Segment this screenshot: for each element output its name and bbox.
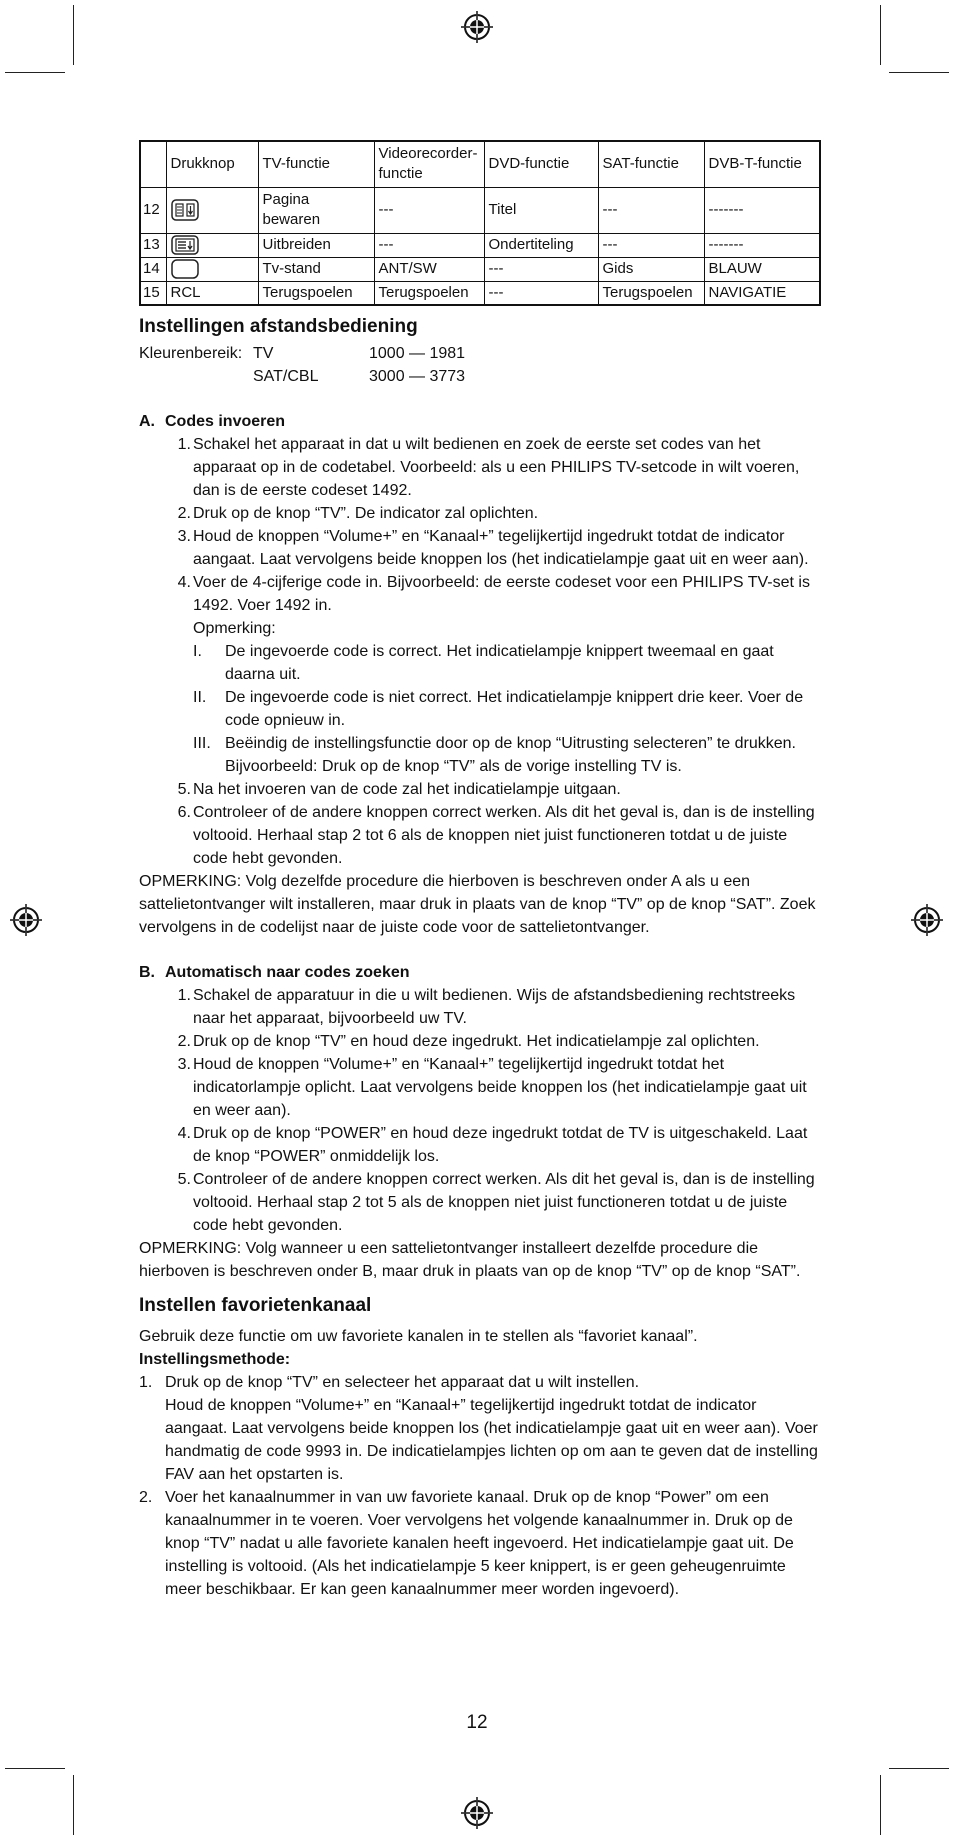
sat-function: --- bbox=[598, 233, 704, 257]
tv-function: Terugspoelen bbox=[258, 281, 374, 305]
dvd-function: Ondertiteling bbox=[484, 233, 598, 257]
crop-mark bbox=[73, 1775, 74, 1835]
step-text: Houd de knoppen “Volume+” en “Kanaal+” tegelijkertijd ingedrukt totdat de indicator aangaat. Laat vervolgens beide knoppen los (het indicatielampje gaat uit en weer aan). Voer handmatig de code 9993 in. De indicatielampjes lichten op om aan te geven dat de instelling FAV aan het opstarten is. bbox=[165, 1397, 818, 1483]
vcr-function: ANT/SW bbox=[374, 257, 484, 281]
section-a-remark: OPMERKING: Volg dezelfde procedure die hierboven is beschreven onder A als u een sattelietontvanger wilt installeren, maar druk in plaats van de knop “TV” op de knop “SAT”. Zoek vervolgens in de codelijst naar de juiste code voor de sattelietontvanger. bbox=[139, 873, 816, 936]
range-label: Kleurenbereik: bbox=[139, 345, 243, 362]
range-codes: 3000 — 3773 bbox=[369, 368, 466, 385]
list-item: 1. Schakel de apparatuur in die u wilt bedienen. Wijs de afstandsbediening rechtstreeks naar het apparaat, bijvoorbeeld uw TV. bbox=[177, 987, 796, 1027]
table-header bbox=[140, 141, 166, 187]
dvbt-function: ------- bbox=[704, 233, 820, 257]
crop-mark bbox=[889, 72, 949, 73]
note-list bbox=[193, 640, 819, 778]
range-codes: 1000 — 1981 bbox=[369, 345, 466, 362]
list-item: 2. Druk op de knop “TV”. De indicator zal oplichten. bbox=[177, 505, 539, 522]
section-a bbox=[139, 410, 819, 939]
crop-mark bbox=[880, 1775, 881, 1835]
page-hold-icon bbox=[171, 199, 199, 221]
table-row bbox=[140, 257, 820, 281]
favorites-heading: Instellen favorietenkanaal bbox=[139, 1295, 372, 1316]
vcr-function: --- bbox=[374, 233, 484, 257]
list-item: III. Beëindig de instellingsfunctie door op de knop “Uitrusting selecteren” te drukken. Bijvoorbeeld: Druk op de knop “TV” als de vorige instelling TV is. bbox=[193, 735, 796, 775]
settings-heading: Instellingen afstandsbediening bbox=[139, 316, 418, 337]
list-item: 6. Controleer of de andere knoppen correct werken. Als dit het geval is, dan is de instelling voltooid. Herhaal stap 2 tot 6 als de knoppen niet juist functioneren totdat u de juiste code hebt gevonden. bbox=[177, 804, 815, 867]
dvd-function: Titel bbox=[484, 187, 598, 233]
list-item: 2. Voer het kanaalnummer in van uw favoriete kanaal. Druk op de knop “Power” om een kanaalnummer in te voeren. Voer vervolgens het volgende kanaalnummer in. Druk op de knop “TV” nadat u alle favoriete kanalen heeft ingevoerd. Het indicatielampje gaat uit. De instelling is voltooid. (Als het indicatielampje 5 keer knippert, is er geen geheugenruimte meer beschikbaar. Er kan geen kanaalnummer meer worden ingevoerd). bbox=[139, 1486, 819, 1601]
section-a-title: A. Codes invoeren bbox=[139, 413, 286, 430]
sat-function: --- bbox=[598, 187, 704, 233]
tv-mode-icon bbox=[171, 259, 199, 279]
button-label: RCL bbox=[170, 283, 201, 301]
dvbt-function: BLAUW bbox=[704, 257, 820, 281]
table-header: TV-functie bbox=[258, 141, 374, 187]
table-row bbox=[140, 233, 820, 257]
row-number: 13 bbox=[140, 233, 166, 257]
dvd-function: --- bbox=[484, 257, 598, 281]
tv-function: Uitbreiden bbox=[258, 233, 374, 257]
table-header: Drukknop bbox=[166, 141, 258, 187]
crop-mark bbox=[880, 5, 881, 65]
expand-icon bbox=[171, 235, 199, 255]
sat-function: Gids bbox=[598, 257, 704, 281]
button-cell bbox=[166, 233, 258, 257]
step-text: Druk op de knop “TV” en selecteer het apparaat dat u wilt instellen. bbox=[165, 1374, 640, 1391]
vcr-function: --- bbox=[374, 187, 484, 233]
section-b-remark: OPMERKING: Volg wanneer u een sattelietontvanger installeert dezelfde procedure die hierboven is beschreven onder B, maar druk in plaats van op de knop “TV” op de knop “SAT”. bbox=[139, 1240, 801, 1280]
step-text: Voer de 4-cijferige code in. Bijvoorbeeld: de eerste codeset voor een PHILIPS TV-set is 1492. Voer 1492 in. bbox=[193, 574, 810, 614]
favorites-section bbox=[139, 1293, 819, 1601]
button-cell bbox=[166, 257, 258, 281]
dvbt-function: ------- bbox=[704, 187, 820, 233]
registration-mark-icon bbox=[911, 904, 943, 936]
dvbt-function: NAVIGATIE bbox=[704, 281, 820, 305]
list-item: II. De ingevoerde code is niet correct. Het indicatielampje knippert drie keer. Voer de code opnieuw in. bbox=[193, 689, 804, 729]
row-number: 14 bbox=[140, 257, 166, 281]
table-header: SAT-functie bbox=[598, 141, 704, 187]
list-item: 5. Controleer of de andere knoppen correct werken. Als dit het geval is, dan is de instelling voltooid. Herhaal stap 2 tot 5 als de knoppen niet juist functioneren totdat u de juiste code hebt gevonden. bbox=[177, 1171, 815, 1234]
section-a-steps bbox=[139, 433, 819, 870]
step-text: Voer het kanaalnummer in van uw favoriete kanaal. Druk op de knop “Power” om een kanaalnummer in te voeren. Voer vervolgens het volgende kanaalnummer in. Druk op de knop “TV” nadat u alle favoriete kanalen heeft ingevoerd. Het indicatielampje gaat uit. De instelling is voltooid. (Als het indicatielampje 5 keer knippert, is er geen geheugenruimte meer beschikbaar. Er kan geen kanaalnummer meer worden ingevoerd). bbox=[165, 1489, 794, 1598]
button-cell bbox=[166, 281, 258, 305]
tv-function: Tv-stand bbox=[258, 257, 374, 281]
row-number: 15 bbox=[140, 281, 166, 305]
code-range-block bbox=[139, 342, 819, 388]
function-table bbox=[139, 140, 821, 306]
registration-mark-icon bbox=[461, 1797, 493, 1829]
range-device: SAT/CBL bbox=[253, 368, 319, 385]
section-b-title: B. Automatisch naar codes zoeken bbox=[139, 964, 410, 981]
crop-mark bbox=[5, 72, 65, 73]
dvd-function: --- bbox=[484, 281, 598, 305]
code-range-row bbox=[139, 365, 819, 388]
crop-mark bbox=[889, 1768, 949, 1769]
note-label: Opmerking: bbox=[193, 620, 276, 637]
tv-function: Pagina bewaren bbox=[258, 187, 374, 233]
favorites-intro: Gebruik deze functie om uw favoriete kanalen in te stellen als “favoriet kanaal”. bbox=[139, 1328, 698, 1345]
table-header-row bbox=[140, 141, 820, 187]
registration-mark-icon bbox=[10, 904, 42, 936]
page-number: 12 bbox=[466, 1712, 488, 1733]
row-number: 12 bbox=[140, 187, 166, 233]
list-item: 4. Voer de 4-cijferige code in. Bijvoorbeeld: de eerste codeset voor een PHILIPS TV-set is 1492. Voer 1492 in. Opmerking: I. De ingevoerde code is correct. Het indicatielampje knippert tweemaal en gaat daarna uit. II. De ingevoerde code is niet correct. Het indicatielampje knippert drie keer. Voer de code opnieuw in. III. Beëindig de instellingsfunctie door op de knop “Uitrusting selecteren” te drukken. Bijvoorbeeld: Druk op de knop “TV” als de vorige instelling TV is. bbox=[139, 571, 819, 778]
list-item: 3. Houd de knoppen “Volume+” en “Kanaal+” tegelijkertijd ingedrukt totdat het indicatorlampje oplicht. Laat vervolgens beide knoppen los (het indicatielampje gaat uit en weer aan). bbox=[177, 1056, 807, 1119]
vcr-function: Terugspoelen bbox=[374, 281, 484, 305]
list-item: 1. Schakel het apparaat in dat u wilt bedienen en zoek de eerste set codes van het apparaat op in de codetabel. Voorbeeld: als u een PHILIPS TV-setcode in wilt voeren, dan is de eerste codeset 1492. bbox=[177, 436, 800, 499]
list-item: 1. Druk op de knop “TV” en selecteer het apparaat dat u wilt instellen. Houd de knoppen “Volume+” en “Kanaal+” tegelijkertijd ingedrukt totdat de indicator aangaat. Laat vervolgens beide knoppen los (het indicatielampje gaat uit en weer aan). Voer handmatig de code 9993 in. De indicatielampjes lichten op om aan te geven dat de instelling FAV aan het opstarten is. bbox=[139, 1371, 819, 1486]
list-item: I. De ingevoerde code is correct. Het indicatielampje knippert tweemaal en gaat daarna uit. bbox=[193, 643, 774, 683]
code-range-row bbox=[139, 342, 819, 365]
table-row bbox=[140, 281, 820, 305]
table-header: Videorecorder-functie bbox=[374, 141, 484, 187]
method-label: Instellingsmethode: bbox=[139, 1351, 291, 1368]
list-item: 3. Houd de knoppen “Volume+” en “Kanaal+” tegelijkertijd ingedrukt totdat de indicator aangaat. Laat vervolgens beide knoppen los (het indicatielampje gaat uit en weer aan). bbox=[177, 528, 809, 568]
section-b-steps bbox=[139, 984, 819, 1237]
table-header: DVB-T-functie bbox=[704, 141, 820, 187]
sat-function: Terugspoelen bbox=[598, 281, 704, 305]
range-spacer bbox=[139, 365, 253, 388]
table-row bbox=[140, 187, 820, 233]
crop-mark bbox=[5, 1768, 65, 1769]
list-item: 2. Druk op de knop “TV” en houd deze ingedrukt. Het indicatielampje zal oplichten. bbox=[177, 1033, 760, 1050]
section-b bbox=[139, 961, 819, 1283]
crop-mark bbox=[73, 5, 74, 65]
list-item: 4. Druk op de knop “POWER” en houd deze ingedrukt totdat de TV is uitgeschakeld. Laat de knop “POWER” onmiddelijk los. bbox=[177, 1125, 808, 1165]
page-content bbox=[139, 140, 819, 1601]
registration-mark-icon bbox=[461, 11, 493, 43]
range-device: TV bbox=[253, 345, 274, 362]
button-cell bbox=[166, 187, 258, 233]
favorites-steps bbox=[139, 1371, 819, 1601]
list-item: 5. Na het invoeren van de code zal het indicatielampje uitgaan. bbox=[177, 781, 621, 798]
table-header: DVD-functie bbox=[484, 141, 598, 187]
